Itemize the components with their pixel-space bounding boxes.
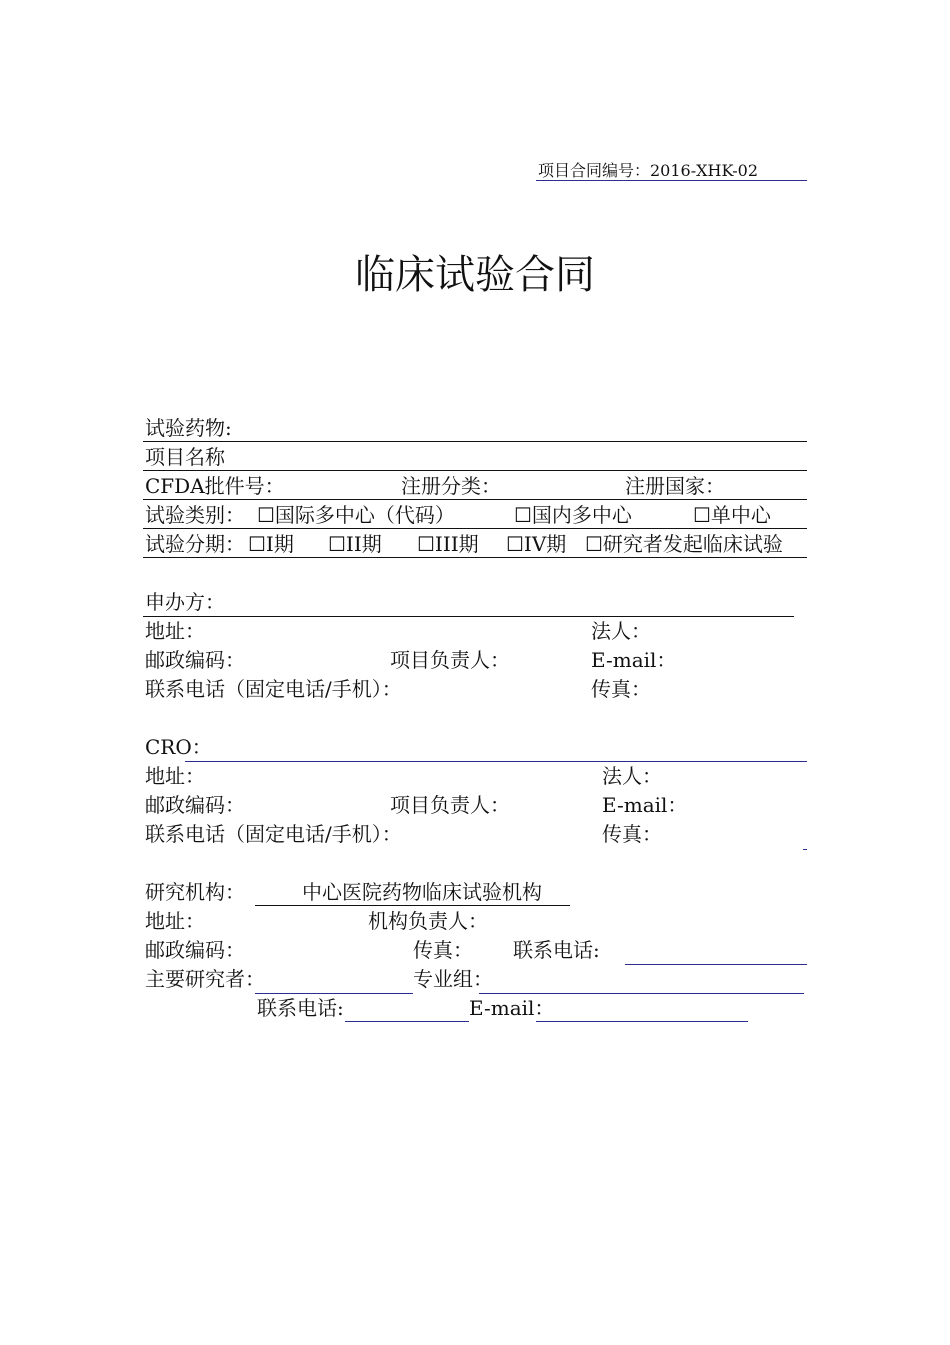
row-divider: [143, 441, 807, 442]
institution-phone-underline[interactable]: [625, 964, 807, 965]
institution-address-label: 地址：: [145, 909, 205, 933]
document-title: 临床试验合同: [355, 252, 595, 298]
row-divider: [143, 499, 807, 500]
cfda-label: CFDA批件号：: [145, 474, 285, 498]
row-divider: [143, 470, 807, 471]
pi-phone-label: 联系电话:: [257, 996, 344, 1020]
sponsor-label: 申办方：: [145, 590, 225, 614]
sponsor-email-label: E-mail：: [591, 648, 677, 672]
institution-postcode-label: 邮政编码：: [145, 938, 245, 962]
sponsor-legal-label: 法人：: [591, 619, 651, 643]
cro-underline: [185, 761, 807, 762]
project-name-label: 项目名称: [145, 445, 225, 469]
principal-investigator-underline[interactable]: [255, 993, 413, 994]
category-option-single-center[interactable]: ☐单中心: [693, 503, 771, 527]
cro-leader-label: 项目负责人：: [390, 793, 510, 817]
trial-drug-label: 试验药物:: [145, 416, 232, 440]
contract-number: 项目合同编号：2016-XHK-02: [538, 161, 759, 180]
phase-option-i[interactable]: ☐I期: [248, 532, 294, 556]
cro-label: CRO：: [145, 735, 212, 759]
institution-phone-label: 联系电话:: [513, 938, 600, 962]
cro-postcode-label: 邮政编码：: [145, 793, 245, 817]
registration-category-label: 注册分类：: [401, 474, 501, 498]
registration-country-label: 注册国家：: [625, 474, 725, 498]
institution-name-underline: [255, 905, 570, 906]
cro-legal-label: 法人：: [602, 764, 662, 788]
pi-phone-underline[interactable]: [345, 1021, 469, 1022]
category-option-domestic[interactable]: ☐国内多中心: [514, 503, 632, 527]
pi-email-underline[interactable]: [536, 1021, 748, 1022]
institution-head-label: 机构负责人：: [368, 909, 488, 933]
specialty-group-label: 专业组：: [413, 967, 493, 991]
contract-number-underline: [536, 180, 807, 181]
sponsor-phone-label: 联系电话（固定电话/手机）：: [145, 677, 402, 701]
sponsor-postcode-label: 邮政编码：: [145, 648, 245, 672]
phase-option-ii[interactable]: ☐II期: [328, 532, 382, 556]
phase-option-iii[interactable]: ☐III期: [417, 532, 479, 556]
institution-name: 中心医院药物临床试验机构: [302, 880, 542, 904]
category-option-international[interactable]: ☐国际多中心（代码）: [257, 503, 455, 527]
trial-phase-label: 试验分期：: [145, 532, 245, 556]
cro-phone-label: 联系电话（固定电话/手机）：: [145, 822, 402, 846]
phase-option-iv[interactable]: ☐IV期: [506, 532, 567, 556]
sponsor-fax-label: 传真：: [591, 677, 651, 701]
pi-email-label: E-mail：: [469, 996, 555, 1020]
phase-option-investigator[interactable]: ☐研究者发起临床试验: [585, 532, 783, 556]
row-divider: [143, 528, 807, 529]
cro-fax-underline: [803, 849, 807, 850]
cro-fax-label: 传真：: [602, 822, 662, 846]
institution-fax-label: 传真：: [413, 938, 473, 962]
sponsor-leader-label: 项目负责人：: [390, 648, 510, 672]
row-divider: [143, 557, 807, 558]
principal-investigator-label: 主要研究者：: [145, 967, 265, 991]
sponsor-underline: [143, 616, 794, 617]
cro-address-label: 地址：: [145, 764, 205, 788]
institution-label: 研究机构：: [145, 880, 245, 904]
sponsor-address-label: 地址：: [145, 619, 205, 643]
cro-email-label: E-mail：: [602, 793, 688, 817]
specialty-group-underline[interactable]: [479, 993, 804, 994]
trial-category-label: 试验类别：: [145, 503, 245, 527]
